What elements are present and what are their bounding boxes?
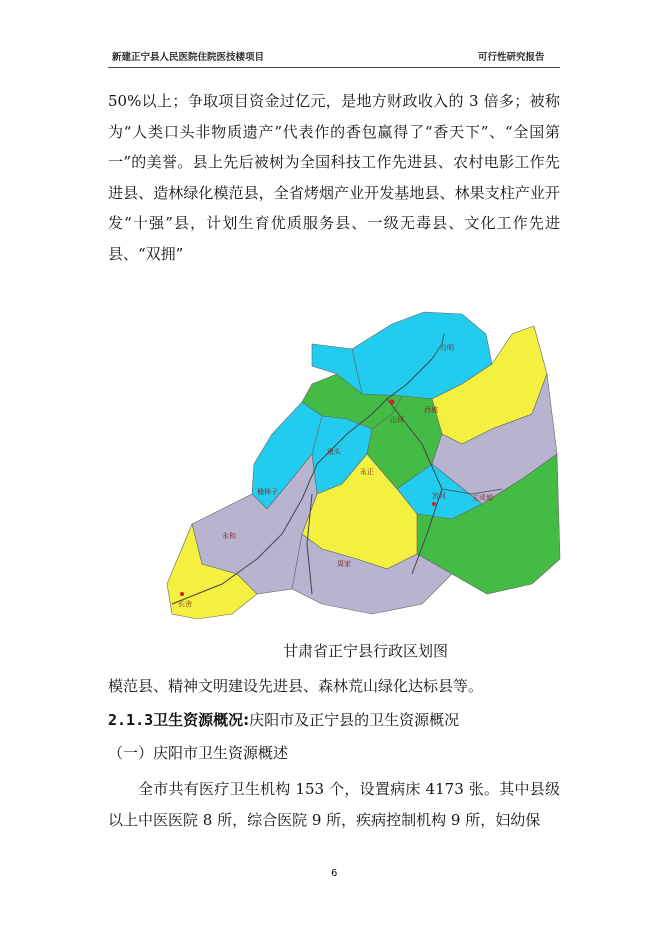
town-label: 永和	[222, 532, 236, 540]
map-caption: 甘肃省正宁县行政区划图	[283, 642, 449, 660]
page-number: 6	[331, 868, 338, 879]
paragraph-2: 模范县、精神文明建设先进县、森林荒山绿化达标县等。	[108, 677, 484, 695]
town-marker	[432, 502, 436, 506]
section-number: 2.1.3	[108, 711, 154, 729]
paragraph-1: 50%以上；争取项目资金过亿元，是地方财政收入的 3 倍多；被称为“人类口头非物质遗产”代表作的香包赢得了“香天下”、“全国第一”的美誉。县上先后被树为全国科技工作先进县、农村电影工作先进县、造林绿化模范县，全省烤烟产业开发基地县、林果支柱产业开发“十强”县，计划生育优质服务县、一级无毒县、文化工作先进县、“双拥”	[108, 92, 560, 263]
header-left-title: 新建正宁县人民医院住院医技楼项目	[112, 52, 265, 63]
section-title-rest: 庆阳市及正宁县的卫生资源概况	[249, 711, 460, 729]
paragraph-3: 全市共有医疗卫生机构 153 个，设置病床 4173 张。其中县级以上中医医院 8 所，综合医院 9 所，疾病控制机构 9 所，妇幼保	[108, 780, 560, 829]
town-label: 月明	[440, 344, 454, 352]
town-label: 榆林子	[257, 488, 278, 496]
town-label: 湫头	[327, 448, 341, 456]
town-marker	[390, 400, 395, 405]
town-label: 山河	[390, 416, 404, 424]
header-right-title: 可行性研究报告	[478, 52, 545, 63]
town-label: 五顷塬	[472, 494, 493, 502]
town-label: 周家	[337, 560, 351, 568]
section-title-bold: 卫生资源概况:	[153, 711, 250, 729]
town-label: 长舍	[178, 600, 192, 608]
section-heading	[108, 707, 459, 733]
town-label: 西坡	[424, 406, 438, 414]
county-map	[162, 304, 562, 634]
town-label: 永正	[360, 468, 374, 476]
subsection-heading: （一）庆阳市卫生资源概述	[108, 744, 289, 762]
header-rule	[108, 67, 560, 68]
town-label: 宫河	[432, 492, 446, 500]
town-marker	[180, 592, 184, 596]
